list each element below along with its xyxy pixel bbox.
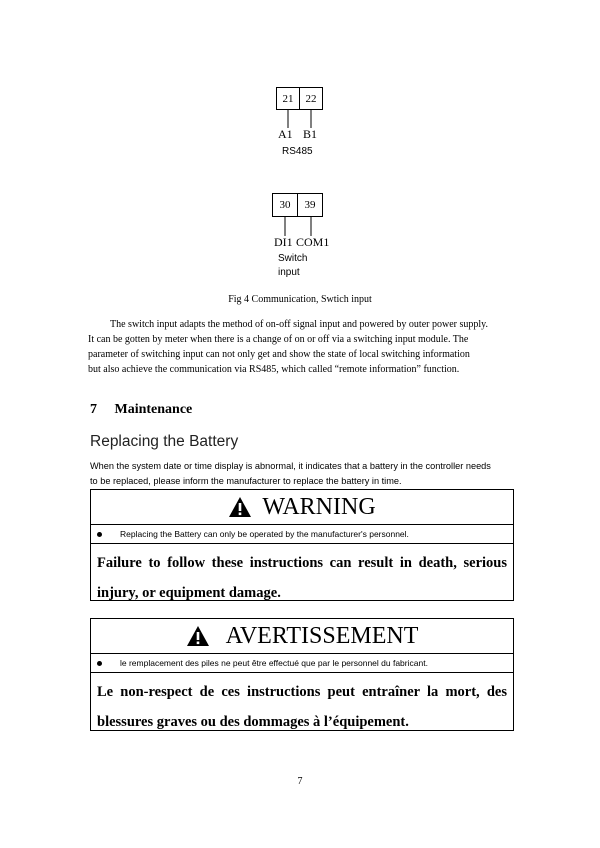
warning-header: [91, 490, 513, 525]
warning-triangle-icon: [228, 496, 252, 518]
rs485-label-b1: B1: [303, 127, 318, 141]
warning-triangle-icon: [186, 625, 210, 647]
paragraph-line-1: The switch input adapts the method of on-off signal input and powered by outer power supply.: [110, 319, 488, 330]
warning-bullet-text: Replacing the Battery can only be operated by the manufacturer's personnel.: [120, 529, 409, 539]
subsection-line-2: to be replaced, please inform the manufacturer to replace the battery in time.: [90, 476, 402, 486]
section-title: Maintenance: [114, 402, 193, 417]
avertissement-header: [91, 619, 513, 654]
warning-body-line-2: injury, or equipment damage.: [97, 585, 281, 601]
avertissement-body: [91, 673, 513, 737]
avertissement-bullet: [91, 654, 513, 673]
subsection-heading: Replacing the Battery: [90, 433, 239, 450]
bullet-dot-icon: [97, 661, 102, 666]
avertissement-title: AVERTISSEMENT: [225, 622, 419, 649]
switch-label-di1: DI1: [274, 235, 293, 249]
paragraph-line-4: but also achieve the communication via RS485, which called “remote information” function.: [88, 364, 460, 375]
avertissement-box: [90, 618, 514, 731]
section-heading: [90, 402, 192, 418]
avertissement-body-line-2: blessures graves ou des dommages à l’équipement.: [97, 714, 409, 730]
rs485-caption: RS485: [282, 146, 313, 157]
switch-label-com1: COM1: [296, 235, 330, 249]
page-number: 7: [297, 776, 303, 787]
warning-body: [91, 544, 513, 608]
subsection-text: [90, 459, 530, 489]
paragraph-line-2: It can be gotten by meter when there is a change of on or off via a switching input module. The: [88, 334, 469, 345]
terminal-39: 39: [297, 193, 323, 217]
bullet-dot-icon: [97, 532, 102, 537]
avertissement-bullet-text: le remplacement des piles ne peut être effectué que par le personnel du fabricant.: [120, 658, 428, 668]
switch-caption-line2: input: [278, 267, 300, 278]
terminal-21: 21: [276, 87, 300, 110]
avertissement-body-line-1: Le non-respect de ces instructions peut entraîner la mort, des: [97, 684, 507, 700]
body-paragraph: [88, 317, 518, 377]
terminal-22: 22: [299, 87, 323, 110]
paragraph-line-3: parameter of switching input can not only get and show the state of local switching information: [88, 349, 470, 360]
section-number: 7: [90, 402, 97, 417]
warning-title: WARNING: [262, 493, 376, 520]
switch-caption-line1: Switch: [278, 253, 308, 264]
rs485-label-a1: A1: [278, 127, 293, 141]
warning-bullet: [91, 525, 513, 544]
figure-caption: Fig 4 Communication, Swtich input: [228, 294, 372, 305]
subsection-line-1: When the system date or time display is abnormal, it indicates that a battery in the controller needs: [90, 461, 491, 471]
terminal-30: 30: [272, 193, 298, 217]
warning-box: [90, 489, 514, 601]
warning-body-line-1: Failure to follow these instructions can result in death, serious: [97, 555, 507, 571]
